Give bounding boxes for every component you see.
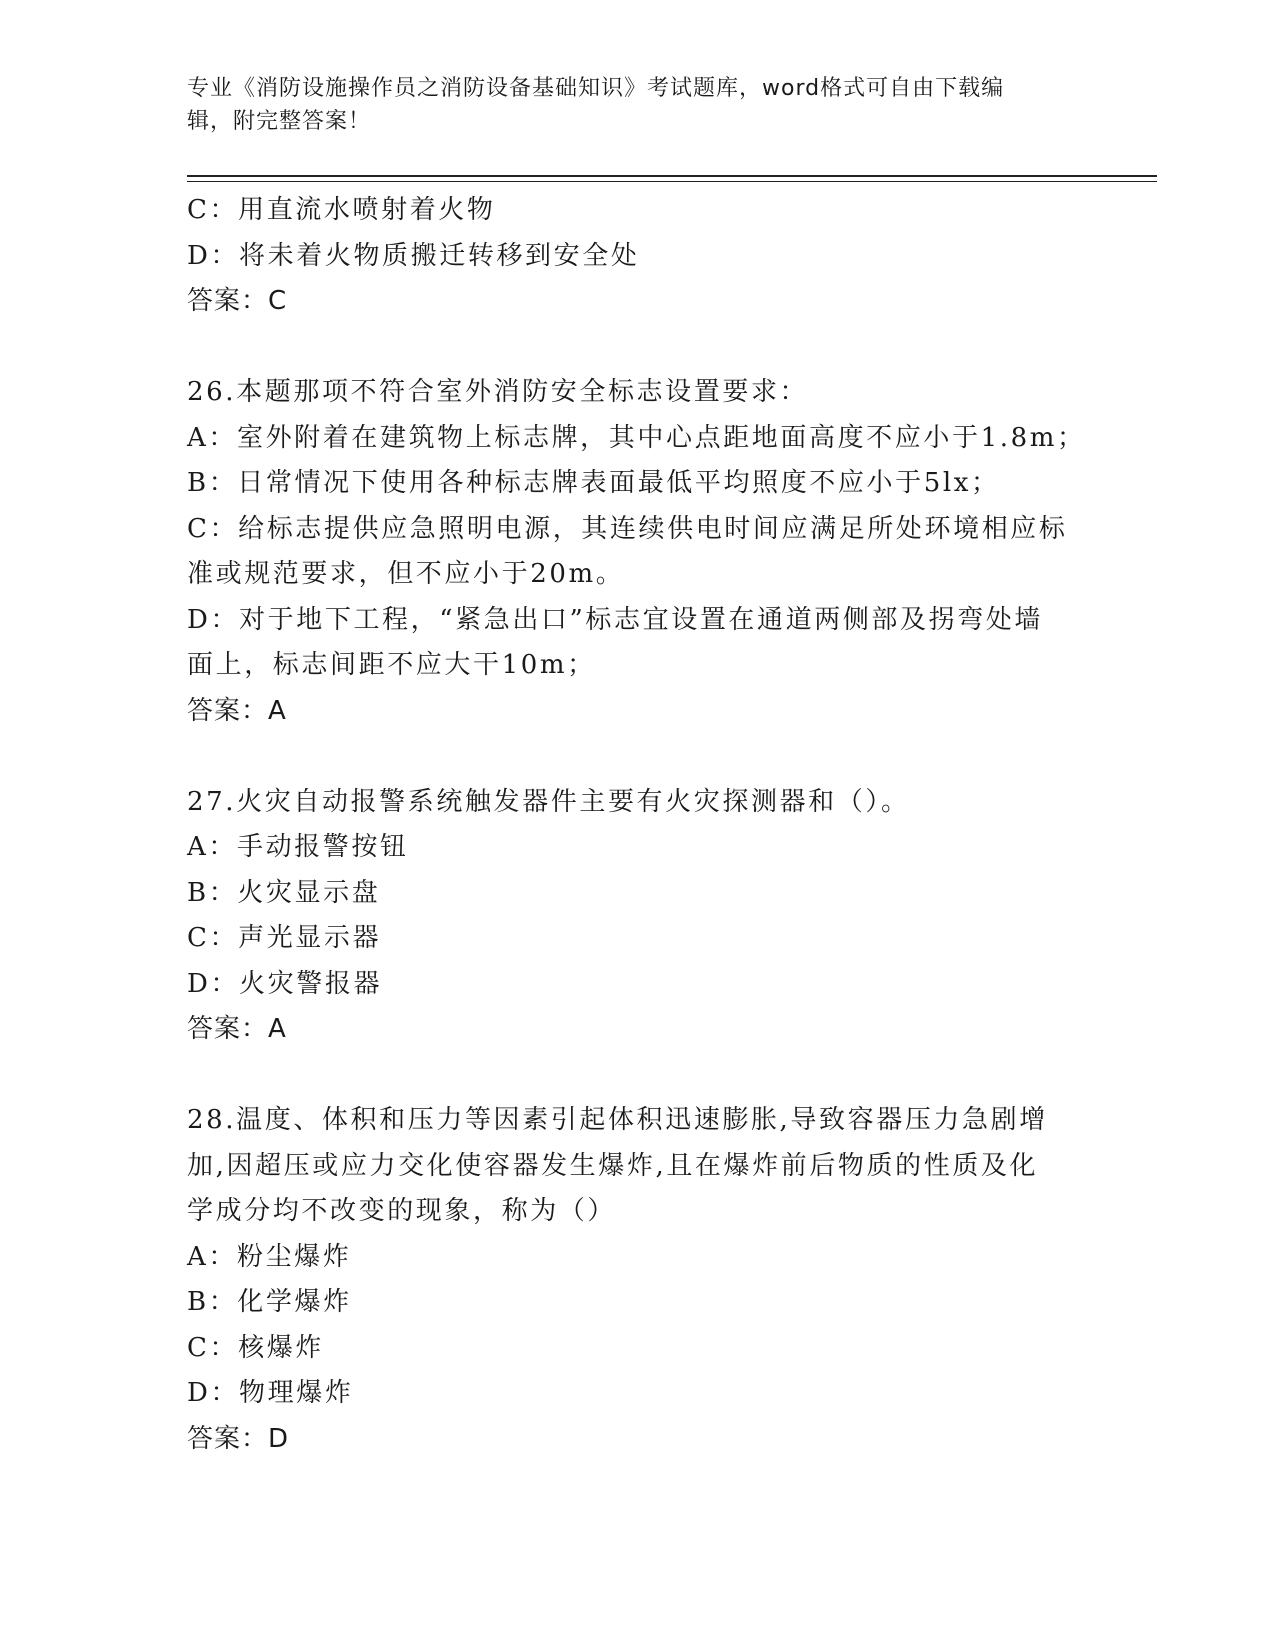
option-c: C：声光显示器 — [187, 923, 382, 953]
answer: 答案：A — [187, 1014, 287, 1044]
option-b: B：化学爆炸 — [187, 1287, 352, 1317]
question-25 — [187, 188, 1087, 325]
question-list — [187, 188, 1087, 1462]
header-rule-thin — [187, 181, 1157, 182]
answer: 答案：D — [187, 1423, 290, 1454]
option-d: D：火灾警报器 — [187, 968, 383, 999]
option-d: D：将未着火物质搬迁转移到安全处 — [187, 240, 640, 271]
option-a: A：粉尘爆炸 — [187, 1241, 352, 1272]
option-c: C：核爆炸 — [187, 1332, 324, 1363]
option-d: D：物理爆炸 — [187, 1378, 354, 1408]
option-c: C：用直流水喷射着火物 — [187, 195, 496, 225]
header-line-2: 辑，附完整答案！ — [187, 109, 372, 134]
question-text: 28.温度、体积和压力等因素引起体积迅速膨胀,导致容器压力急剧增 — [187, 1105, 1048, 1135]
question-28 — [187, 1098, 1087, 1462]
spacer — [187, 734, 1087, 780]
question-text-continued: 加,因超压或应力交化使容器发生爆炸,且在爆炸前后物质的性质及化 — [187, 1150, 1039, 1181]
option-d-continued: 面上，标志间距不应大干10m； — [187, 650, 596, 680]
question-text: 26.本题那项不符合室外消防安全标志设置要求： — [187, 377, 809, 407]
option-a: A：室外附着在建筑物上标志牌，其中心点距地面高度不应小于1.8m； — [187, 422, 1086, 453]
answer: 答案：C — [187, 286, 288, 316]
option-a: A：手动报警按钮 — [187, 832, 409, 862]
answer: 答案：A — [187, 695, 287, 726]
option-c-continued: 准或规范要求，但不应小于20m。 — [187, 559, 625, 589]
option-b: B：日常情况下使用各种标志牌表面最低平均照度不应小于5lx； — [187, 468, 1000, 498]
header-rule-thick — [187, 175, 1157, 177]
question-text-continued: 学成分均不改变的现象，称为（） — [187, 1196, 617, 1226]
header-line-1: 专业《消防设施操作员之消防设备基础知识》考试题库，word格式可自由下载编 — [187, 76, 1005, 101]
spacer — [187, 325, 1087, 371]
spacer — [187, 1053, 1087, 1099]
question-text: 27.火灾自动报警系统触发器件主要有火灾探测器和（）。 — [187, 786, 910, 817]
document-header — [187, 72, 1067, 138]
question-26 — [187, 370, 1087, 734]
question-27 — [187, 780, 1087, 1053]
option-c: C：给标志提供应急照明电源，其连续供电时间应满足所处环境相应标 — [187, 513, 1068, 544]
option-d: D：对于地下工程，“紧急出口”标志宜设置在通道两侧部及拐弯处墙 — [187, 604, 1044, 635]
option-b: B：火灾显示盘 — [187, 877, 381, 908]
